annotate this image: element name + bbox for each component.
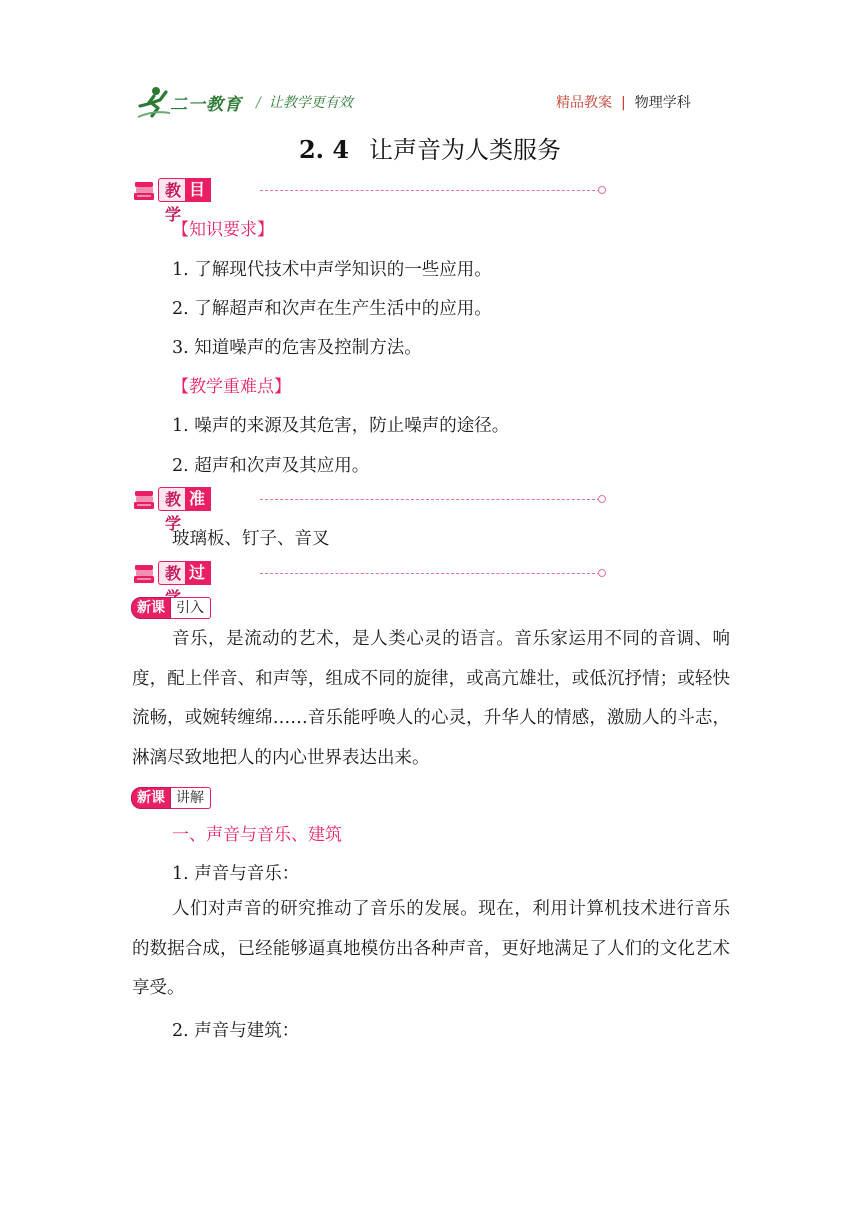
keypoints-heading: 【教学重难点】 (172, 377, 291, 397)
knowledge-item: 1. 了解现代技术中声学知识的一些应用。 (172, 260, 492, 280)
intro-tag (131, 597, 211, 619)
book-stack-icon (132, 489, 156, 511)
book-stack-icon (132, 180, 156, 202)
knowledge-item: 2. 了解超声和次声在生产生活中的应用。 (172, 299, 492, 319)
header-separator: | (621, 95, 626, 111)
item-building: 2. 声音与建筑： (172, 1021, 300, 1041)
title-text: 让声音为人类服务 (369, 136, 562, 164)
badge-left: 教 (158, 561, 185, 585)
tag-right: 讲解 (171, 787, 211, 809)
keypoint-item: 2. 超声和次声及其应用。 (172, 456, 370, 476)
divider-end-dot (598, 186, 606, 194)
dashed-divider (260, 499, 600, 500)
preparation-text: 玻璃板、钉子、音叉 (172, 529, 330, 549)
badge-left: 教学 (158, 487, 185, 511)
slogan-text: 让教学更有效 (268, 95, 353, 111)
book-stack-icon (132, 563, 156, 585)
keypoint-item: 1. 噪声的来源及其危害，防止噪声的途径。 (172, 416, 510, 436)
runner-icon (136, 86, 172, 120)
title-number: 2. 4 (298, 135, 350, 164)
header-right (556, 92, 691, 112)
intro-paragraph: 音乐，是流动的艺术，是人类心灵的语言。音乐家运用不同的音调、响度，配上伴音、和声等，组成不同的旋律，或高亢雄壮，或低沉抒情；或轻快流畅，或婉转缠绵……音乐能呼唤人的心灵，升华人的情感，激励人的斗志，淋漓尽致地把人的内心世界表达出来。 (132, 629, 730, 768)
divider-end-dot (598, 569, 606, 577)
dashed-divider (260, 573, 600, 574)
slash-divider: / (256, 95, 261, 111)
section-badge (158, 178, 211, 224)
slogan (256, 92, 353, 112)
badge-right: 过 (185, 561, 211, 585)
page-title (0, 130, 860, 165)
divider-end-dot (598, 495, 606, 503)
tag-left: 新课 (131, 597, 171, 619)
header-category: 精品教案 (556, 95, 612, 111)
header-subject: 物理学科 (634, 95, 691, 111)
part1-heading: 一、声音与音乐、建筑 (172, 825, 342, 845)
section-badge (158, 487, 211, 533)
dashed-divider (260, 190, 600, 191)
tag-right: 引入 (171, 597, 211, 619)
badge-left: 教学 (158, 178, 185, 202)
badge-right: 准备 (185, 487, 211, 511)
logo-text: 二一教育 (170, 95, 242, 115)
badge-right: 目标 (185, 178, 211, 202)
tag-left: 新课 (131, 787, 171, 809)
knowledge-heading: 【知识要求】 (172, 220, 274, 240)
section-badge (158, 561, 211, 585)
item-music: 1. 声音与音乐： (172, 864, 300, 884)
music-paragraph: 人们对声音的研究推动了音乐的发展。现在，利用计算机技术进行音乐的数据合成，已经能够逼真地模仿出各种声音，更好地满足了人们的文化艺术享受。 (132, 899, 730, 998)
knowledge-item: 3. 知道噪声的危害及控制方法。 (172, 338, 422, 358)
lecture-tag (131, 787, 211, 809)
logo (136, 86, 246, 120)
